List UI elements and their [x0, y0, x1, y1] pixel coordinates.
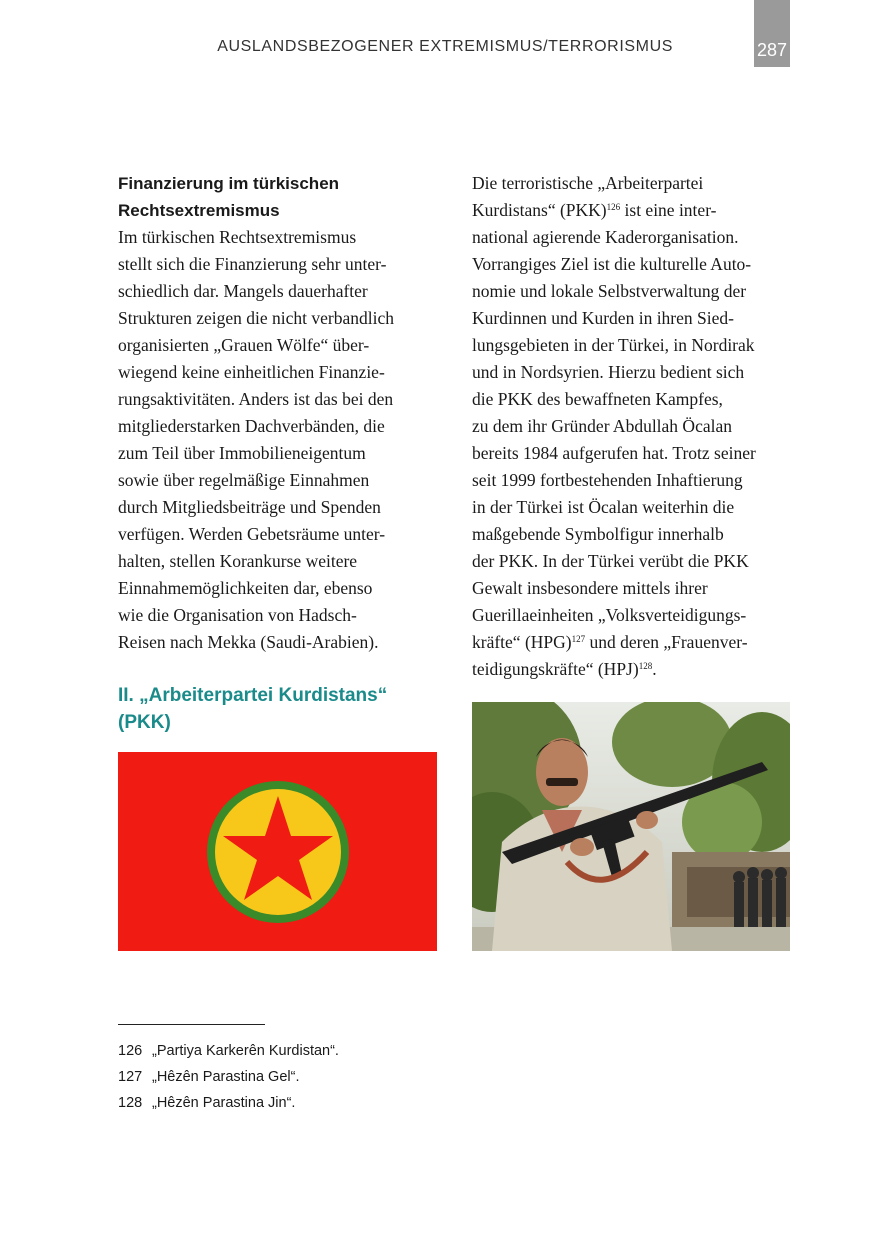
body-line: organisierten „Grauen Wölfe“ über-	[118, 335, 370, 355]
text-fragment: teidigungskräfte“ (HPJ)	[472, 659, 639, 679]
left-column	[118, 170, 438, 656]
body-line: Die terroristische „Arbeiterpartei	[472, 173, 704, 193]
body-line: seit 1999 fortbestehenden Inhaftierung	[472, 470, 743, 490]
photo-image	[472, 702, 790, 951]
footnote-ref-128[interactable]: 128	[638, 661, 653, 671]
body-line: national agierende Kaderorganisation.	[472, 227, 739, 247]
body-line: durch Mitgliedsbeiträge und Spenden	[118, 497, 381, 517]
subheading-line: Finanzierung im türkischen	[118, 174, 340, 193]
body-line-with-footnote	[472, 656, 792, 683]
body-line: in der Türkei ist Öcalan weiterhin die	[472, 497, 735, 517]
text-fragment: .	[652, 659, 657, 679]
body-line: zu dem ihr Gründer Abdullah Öcalan	[472, 416, 732, 436]
body-line: Im türkischen Rechtsextremismus	[118, 227, 357, 247]
text-fragment: ist eine inter-	[620, 200, 717, 220]
body-line: verfügen. Werden Gebetsräume unter-	[118, 524, 386, 544]
body-line: lungsgebieten in der Türkei, in Nordirak	[472, 335, 755, 355]
body-line: zum Teil über Immobilieneigentum	[118, 443, 366, 463]
footnote-text: „Hêzên Parastina Jin“.	[152, 1095, 296, 1111]
pkk-flag-icon	[118, 752, 437, 951]
footnote-127	[118, 1064, 339, 1090]
body-line: Einnahmemöglichkeiten dar, ebenso	[118, 578, 373, 598]
photo-man-with-rifle-icon	[472, 702, 790, 951]
body-line: sowie über regelmäßige Einnahmen	[118, 470, 370, 490]
body-line: Strukturen zeigen die nicht verbandlich	[118, 308, 395, 328]
footnote-text: „Partiya Karkerên Kurdistan“.	[152, 1043, 339, 1059]
body-line: nomie und lokale Selbstverwaltung der	[472, 281, 747, 301]
body-line: maßgebende Symbolfigur innerhalb	[472, 524, 724, 544]
footnote-number: 127	[118, 1069, 143, 1085]
body-line-with-footnote	[472, 197, 792, 224]
footnote-number: 126	[118, 1043, 143, 1059]
body-line: stellt sich die Finanzierung sehr unter-	[118, 254, 387, 274]
body-line: rungsaktivitäten. Anders ist das bei den	[118, 389, 394, 409]
footnote-ref-127[interactable]: 127	[571, 634, 586, 644]
footnote-divider	[118, 1024, 265, 1025]
body-line: halten, stellen Korankurse weitere	[118, 551, 358, 571]
body-line: Vorrangiges Ziel ist die kulturelle Auto-	[472, 254, 752, 274]
body-line: schiedlich dar. Mangels dauerhafter	[118, 281, 368, 301]
body-line: der PKK. In der Türkei verübt die PKK	[472, 551, 749, 571]
subheading-line: Rechtsextremismus	[118, 201, 280, 220]
body-line: Kurdinnen und Kurden in ihren Sied-	[472, 308, 734, 328]
footnote-126	[118, 1038, 339, 1064]
right-column	[472, 170, 792, 683]
section-heading-line: II. „Arbeiterpartei Kurdistans“	[118, 685, 388, 706]
footnote-number: 128	[118, 1095, 143, 1111]
body-line: wie die Organisation von Hadsch-	[118, 605, 357, 625]
text-fragment: und deren „Frauenver-	[585, 632, 748, 652]
body-line: bereits 1984 aufgerufen hat. Trotz seiner	[472, 443, 756, 463]
body-line: Guerillaeinheiten „Volksverteidigungs-	[472, 605, 747, 625]
text-fragment: kräfte“ (HPG)	[472, 632, 572, 652]
section-heading	[118, 682, 448, 736]
body-line: wiegend keine einheitlichen Finanzie-	[118, 362, 385, 382]
text-fragment: Kurdistans“ (PKK)	[472, 200, 607, 220]
body-line: mitgliederstarken Dachverbänden, die	[118, 416, 385, 436]
footnote-128	[118, 1090, 339, 1116]
section-heading-line: (PKK)	[118, 712, 171, 733]
body-line-with-footnote	[472, 629, 792, 656]
footnote-ref-126[interactable]: 126	[606, 202, 621, 212]
body-line: die PKK des bewaffneten Kampfes,	[472, 389, 723, 409]
body-line: Gewalt insbesondere mittels ihrer	[472, 578, 708, 598]
footnote-text: „Hêzên Parastina Gel“.	[152, 1069, 300, 1085]
page-number: 287	[754, 0, 790, 67]
body-line: und in Nordsyrien. Hierzu bedient sich	[472, 362, 745, 382]
footnotes	[118, 1038, 339, 1116]
pkk-flag-image	[118, 752, 437, 951]
body-line: Reisen nach Mekka (Saudi-Arabien).	[118, 632, 379, 652]
running-header: AUSLANDSBEZOGENER EXTREMISMUS/TERRORISMUS	[217, 38, 673, 55]
